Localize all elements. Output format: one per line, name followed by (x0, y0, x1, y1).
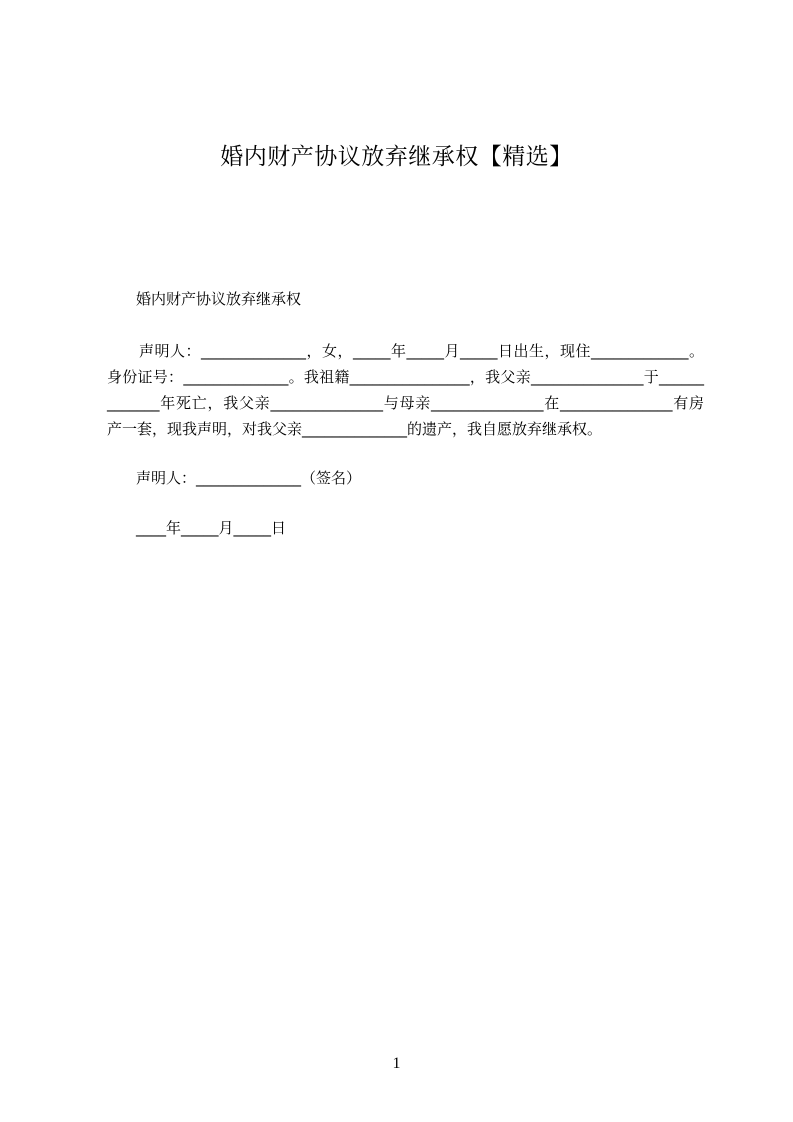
page-number: 1 (392, 1055, 401, 1072)
document-subtitle: 婚内财产协议放弃继承权 (136, 290, 302, 308)
date-line: ____年_____月_____日 (136, 519, 287, 537)
signature-line: 声明人：______________（签名） (136, 469, 362, 487)
document-body (107, 285, 704, 542)
declaration-paragraph: 声明人：______________，女，_____年_____月_____日出生，现住_____________。身份证号：______________。我祖籍________________，我父亲_______________于_____________年死亡，我父亲_______________与母亲_______________在_______________有房产一套，现我声明，对我父亲______________的遗产，我自愿放弃继承权。 (107, 342, 704, 438)
page-title: 婚内财产协议放弃继承权【精选】 (220, 144, 573, 170)
